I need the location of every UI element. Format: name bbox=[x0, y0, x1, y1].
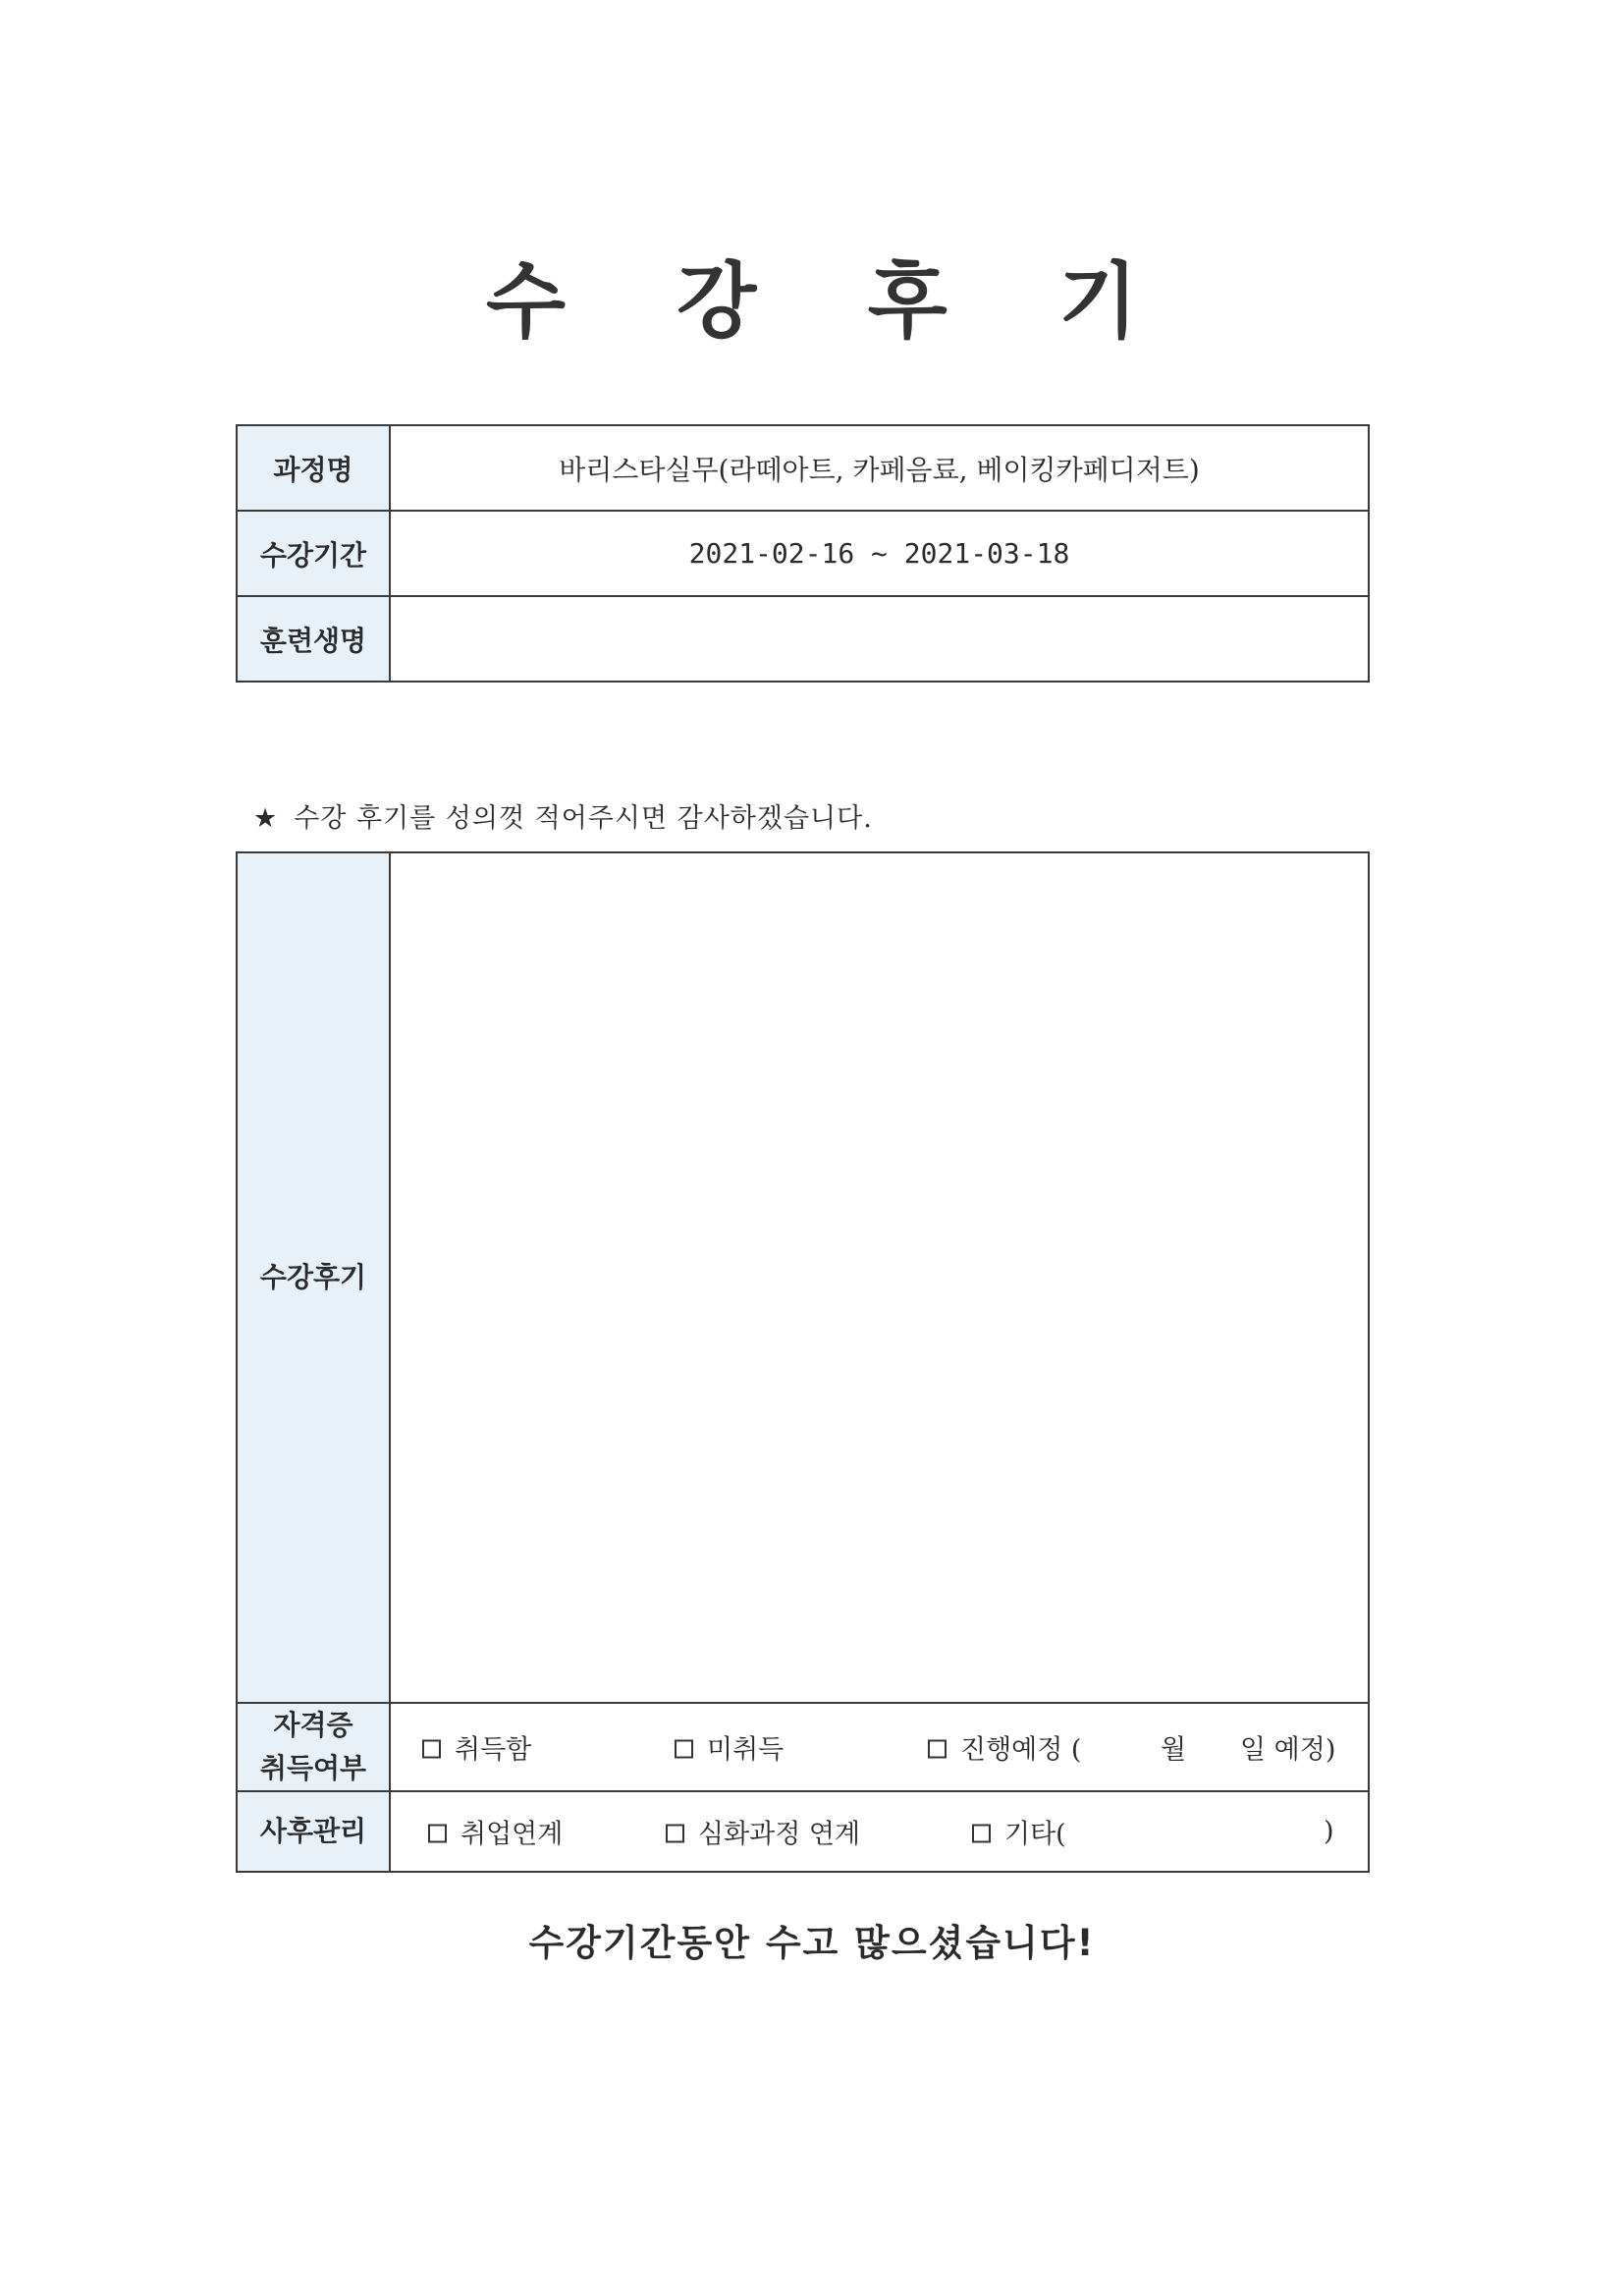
option-planned-month: 월 bbox=[1161, 1734, 1187, 1766]
certificate-options bbox=[390, 1703, 1369, 1791]
aftercare-options bbox=[390, 1791, 1369, 1872]
option-advanced-course[interactable] bbox=[666, 1813, 860, 1851]
option-other-label: 기타( bbox=[1004, 1819, 1066, 1850]
aftercare-row bbox=[237, 1791, 1369, 1872]
review-row bbox=[237, 852, 1369, 1703]
course-period-label: 수강기간 bbox=[237, 511, 390, 596]
trainee-name-field[interactable] bbox=[390, 596, 1369, 682]
option-other[interactable] bbox=[972, 1813, 1066, 1851]
course-info-table bbox=[236, 424, 1370, 683]
certificate-label-line1: 자격증 bbox=[273, 1709, 353, 1741]
option-acquired[interactable] bbox=[422, 1728, 531, 1767]
notice-message: 수강 후기를 성의껏 적어주시면 감사하겠습니다. bbox=[294, 803, 873, 834]
page-title: 수 강 후 기 bbox=[485, 253, 1180, 350]
checkbox-icon[interactable] bbox=[675, 1740, 693, 1759]
certificate-label-line2: 취득여부 bbox=[259, 1752, 367, 1784]
course-period-row bbox=[237, 511, 1369, 596]
option-planned[interactable] bbox=[928, 1728, 1081, 1767]
checkbox-icon[interactable] bbox=[972, 1825, 991, 1843]
certificate-label bbox=[237, 1703, 390, 1791]
option-not-acquired-label: 미취득 bbox=[707, 1734, 785, 1766]
option-planned-day: 일 예정) bbox=[1240, 1734, 1336, 1766]
checkbox-icon[interactable] bbox=[422, 1740, 441, 1759]
course-name-value: 바리스타실무(라떼아트, 카페음료, 베이킹카페디저트) bbox=[390, 425, 1369, 511]
trainee-name-row bbox=[237, 596, 1369, 682]
star-icon: ★ bbox=[253, 803, 279, 834]
review-label: 수강후기 bbox=[237, 852, 390, 1703]
checkbox-icon[interactable] bbox=[928, 1740, 947, 1759]
option-employment-label: 취업연계 bbox=[460, 1819, 564, 1850]
notice-text bbox=[253, 796, 873, 835]
option-planned-label: 진행예정 ( bbox=[960, 1734, 1082, 1766]
option-other-close: ) bbox=[1324, 1816, 1334, 1847]
option-not-acquired[interactable] bbox=[675, 1728, 784, 1767]
certificate-row bbox=[237, 1703, 1369, 1791]
course-name-label: 과정명 bbox=[237, 425, 390, 511]
checkbox-icon[interactable] bbox=[428, 1825, 447, 1843]
course-period-value: 2021-02-16 ~ 2021-03-18 bbox=[390, 511, 1369, 596]
review-table bbox=[236, 851, 1370, 1873]
closing-message: 수강기간동안 수고 많으셨습니다! bbox=[528, 1922, 1096, 1964]
review-content-field[interactable] bbox=[390, 852, 1369, 1703]
option-advanced-course-label: 심화과정 연계 bbox=[698, 1819, 861, 1850]
trainee-name-label: 훈련생명 bbox=[237, 596, 390, 682]
option-acquired-label: 취득함 bbox=[455, 1734, 532, 1766]
course-name-row bbox=[237, 425, 1369, 511]
aftercare-label: 사후관리 bbox=[237, 1791, 390, 1872]
option-employment[interactable] bbox=[428, 1813, 563, 1851]
checkbox-icon[interactable] bbox=[666, 1825, 684, 1843]
